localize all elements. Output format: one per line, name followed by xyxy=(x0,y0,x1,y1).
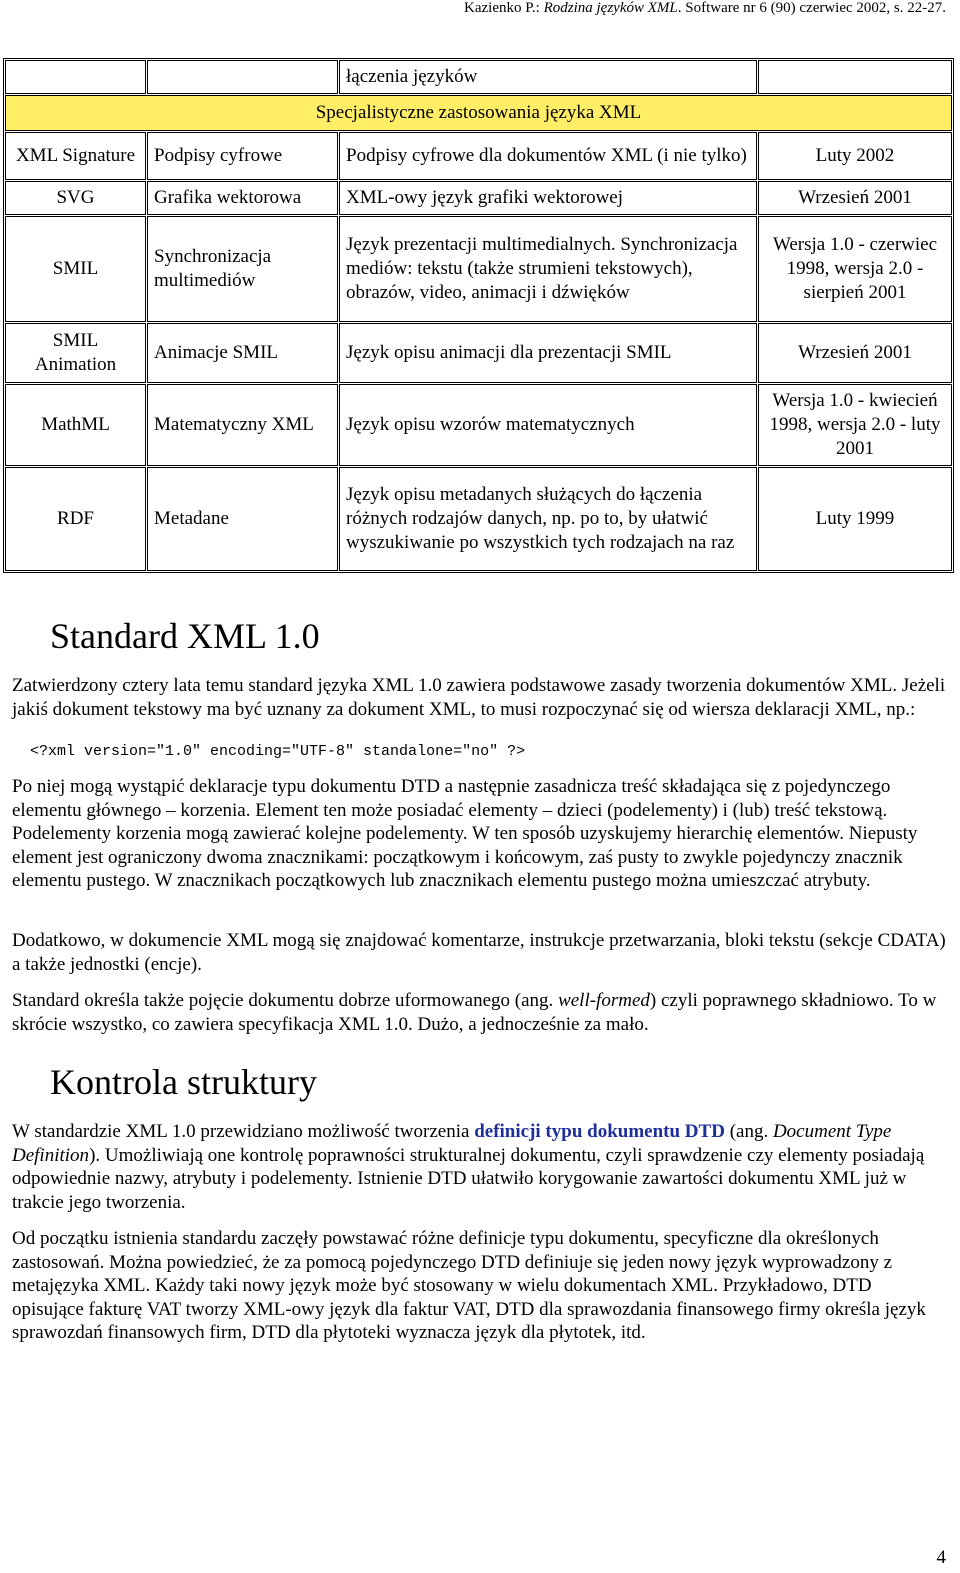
table-row xyxy=(5,216,952,322)
paragraph: Od początku istnienia standardu zaczęły powstawać różne definicje typu dokumentu, specyficzne dla określonych zastosowań. Można powiedzieć, że za pomocą pojedynczego DTD definiuje się jeden nowy język wyprowadzony z metajęzyka XML. Każdy taki nowy język może być stosowany w wielu dokumentach XML. Przykładowo, DTD opisujące fakturę VAT tworzy XML-owy język dla faktur VAT, DTD dla sprawozdania finansowego firmy określa język sprawozdań finansowych firm, DTD dla płytoteki wyznacza język dla płytotek, itd. xyxy=(12,1228,926,1344)
table-cell-category: Grafika wektorowa xyxy=(147,181,338,215)
table-cell-category: Animacje SMIL xyxy=(147,323,338,383)
table-cell-desc: łączenia języków xyxy=(339,60,757,94)
page-number: 4 xyxy=(936,1547,946,1568)
dtd-definition-link[interactable]: definicji typu dokumentu DTD xyxy=(474,1121,725,1142)
header-author: Kazienko P.: xyxy=(464,0,544,16)
paragraph-text: ) czyli poprawnego składniowo. To w skrócie wszystko, co zawiera specyfikacja XML 1.0. Dużo, a jednocześnie za mało. xyxy=(12,990,937,1035)
paragraph-text: ). Umożliwiają one kontrolę poprawności strukturalnej dokumentu, czyli sprawdzenie czy elementy posiadają odpowiednie nazwy, atrybuty i podelementy. Istnienie DTD ułatwiło korygowanie zawartości dokumentu XML już w trakcie jego tworzenia. xyxy=(12,1144,925,1213)
table-cell xyxy=(5,60,146,94)
table-cell-name: XML Signature xyxy=(5,132,146,180)
table-row xyxy=(5,132,952,180)
paragraph-term: well-formed xyxy=(558,990,650,1011)
table-cell-date: Luty 2002 xyxy=(758,132,952,180)
paragraph: Po niej mogą wystąpić deklaracje typu dokumentu DTD a następnie zasadnicza treść składająca się z pojedynczego elementu głównego – korzenia. Element ten może posiadać elementy – dzieci (podelementy) i (lub) treść tekstową. Podelementy korzenia mogą zawierać kolejne podelementy. W ten sposób uzyskujemy hierarchię elementów. Niepusty element jest ograniczony dwoma znacznikami: początkowym i końcowym, zaś pusty to zwykle pojedynczy znacznik elementu pustego. W znacznikach początkowych lub znacznikach elementu pustego można umieszczać atrybuty. xyxy=(12,776,918,892)
table-row xyxy=(5,467,952,571)
table-section-row xyxy=(5,95,952,131)
table-cell-category: Synchronizacja multimediów xyxy=(147,216,338,322)
table-row xyxy=(5,384,952,466)
page-header xyxy=(464,0,946,16)
table-cell-name: SMIL Animation xyxy=(5,323,146,383)
section-heading-standard-xml: Standard XML 1.0 xyxy=(50,616,320,656)
table-cell-name: RDF xyxy=(5,467,146,571)
table-cell-category: Metadane xyxy=(147,467,338,571)
table-cell-name: SMIL xyxy=(5,216,146,322)
table-row xyxy=(5,181,952,215)
table-cell-date: Luty 1999 xyxy=(758,467,952,571)
table-section-heading: Specjalistyczne zastosowania języka XML xyxy=(5,95,952,131)
table-cell-desc: Język opisu metadanych służących do łączenia różnych rodzajów danych, np. po to, by ułatwić wyszukiwanie po wszystkich tych rodzajach na raz xyxy=(339,467,757,571)
table-cell-date: Wrzesień 2001 xyxy=(758,323,952,383)
table-cell-desc: Język prezentacji multimedialnych. Synchronizacja mediów: tekstu (także strumieni tekstowych), obrazów, video, animacji i dźwięków xyxy=(339,216,757,322)
paragraph-term: Document Type Definition xyxy=(12,1121,892,1166)
paragraph-text: Standard określa także pojęcie dokumentu dobrze uformowanego (ang. xyxy=(12,990,559,1011)
xml-languages-table xyxy=(3,58,954,573)
table-cell-date: Wersja 1.0 - kwiecień 1998, wersja 2.0 - luty 2001 xyxy=(758,384,952,466)
table-cell-category: Matematyczny XML xyxy=(147,384,338,466)
paragraph: Zatwierdzony cztery lata temu standard języka XML 1.0 zawiera podstawowe zasady tworzenia dokumentów XML. Jeżeli jakiś dokument tekstowy ma być uznany za dokument XML, to musi rozpoczynać się od wiersza deklaracji XML, np.: xyxy=(12,675,946,720)
table-cell xyxy=(147,60,338,94)
paragraph xyxy=(12,1120,947,1214)
paragraph-text: (ang. xyxy=(724,1121,773,1142)
paragraph-text: W standardzie XML 1.0 przewidziano możliwość tworzenia xyxy=(12,1121,475,1142)
header-publication: . Software nr 6 (90) czerwiec 2002, s. 22-27. xyxy=(677,0,946,16)
table-cell-date: Wersja 1.0 - czerwiec 1998, wersja 2.0 - sierpień 2001 xyxy=(758,216,952,322)
code-xml-declaration: <?xml version="1.0" encoding="UTF-8" standalone="no" ?> xyxy=(30,743,526,760)
table-cell xyxy=(758,60,952,94)
table-cell-category: Podpisy cyfrowe xyxy=(147,132,338,180)
table-cell-desc: XML-owy język grafiki wektorowej xyxy=(339,181,757,215)
table-cell-desc: Język opisu animacji dla prezentacji SMIL xyxy=(339,323,757,383)
table-cell-name: MathML xyxy=(5,384,146,466)
paragraph: Dodatkowo, w dokumencie XML mogą się znajdować komentarze, instrukcje przetwarzania, bloki tekstu (sekcje CDATA) a także jednostki (encje). xyxy=(12,930,946,975)
paragraph xyxy=(12,989,947,1036)
header-title: Rodzina języków XML xyxy=(543,0,678,16)
table-row xyxy=(5,323,952,383)
table-cell-date: Wrzesień 2001 xyxy=(758,181,952,215)
table-cell-name: SVG xyxy=(5,181,146,215)
table-row xyxy=(5,60,952,94)
section-heading-kontrola-struktury: Kontrola struktury xyxy=(50,1062,317,1102)
table-cell-desc: Podpisy cyfrowe dla dokumentów XML (i nie tylko) xyxy=(339,132,757,180)
table-cell-desc: Język opisu wzorów matematycznych xyxy=(339,384,757,466)
